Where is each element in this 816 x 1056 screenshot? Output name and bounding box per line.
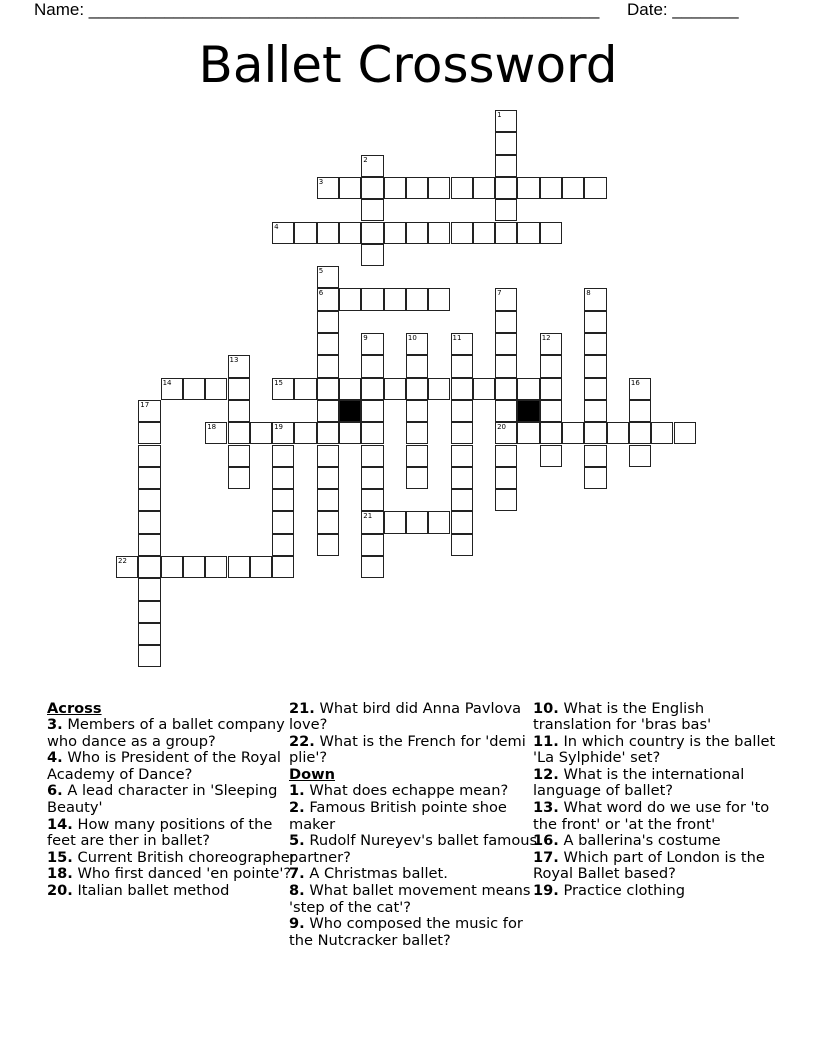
grid-cell[interactable] (250, 422, 272, 444)
grid-cell[interactable] (406, 445, 428, 467)
grid-cell[interactable] (384, 511, 406, 533)
clue-text: What is the international language of ballet? (533, 766, 745, 800)
clue-text: What is the English translation for 'bras bas' (533, 700, 712, 734)
grid-cell[interactable] (161, 556, 183, 578)
grid-cell[interactable] (317, 311, 339, 333)
clue-text: Rudolf Nureyev's ballet famous partner? (289, 832, 538, 866)
clue-text: Current British choreographer (77, 848, 296, 866)
cell-number: 7 (497, 289, 502, 298)
clue-text: A ballerina's costume (563, 832, 721, 850)
clues-column-1 (47, 701, 297, 900)
grid-cell[interactable] (495, 445, 517, 467)
cell-number: 5 (318, 267, 324, 276)
grid-cell[interactable] (361, 177, 383, 199)
grid-cell[interactable] (361, 288, 383, 310)
grid-cell[interactable] (406, 333, 428, 355)
grid-cell[interactable] (138, 400, 160, 422)
grid-cell[interactable] (495, 311, 517, 333)
grid-cell[interactable] (317, 378, 339, 400)
clue-across (47, 866, 297, 882)
grid-cell[interactable] (317, 467, 339, 489)
grid-cell[interactable] (339, 177, 361, 199)
cell-number: 13 (229, 356, 239, 365)
clue-number: 6. (47, 782, 63, 800)
clue-number: 20. (47, 882, 73, 900)
grid-cell[interactable] (138, 534, 160, 556)
grid-cell[interactable] (317, 445, 339, 467)
grid-cell[interactable] (495, 378, 517, 400)
clue-number: 9. (289, 915, 305, 933)
clue-down (289, 833, 539, 866)
cell-number: 4 (274, 222, 279, 231)
down-heading: Down (289, 766, 336, 784)
grid-cell[interactable] (183, 378, 205, 400)
grid-cell[interactable] (361, 355, 383, 377)
clue-number: 11. (533, 733, 559, 751)
clue-text: Who first danced 'en pointe'? (77, 865, 292, 883)
grid-cell[interactable] (317, 400, 339, 422)
grid-cell[interactable] (584, 333, 606, 355)
grid-cell[interactable] (138, 511, 160, 533)
clue-number: 17. (533, 849, 559, 867)
grid-cell[interactable] (384, 177, 406, 199)
clue-text: Members of a ballet company who dance as a group? (47, 716, 285, 750)
grid-cell[interactable] (205, 422, 227, 444)
grid-cell[interactable] (584, 445, 606, 467)
grid-cell[interactable] (495, 222, 517, 244)
grid-cell[interactable] (406, 378, 428, 400)
clue-across (47, 717, 297, 750)
clue-down (533, 883, 783, 899)
grid-cell[interactable] (361, 222, 383, 244)
grid-cell[interactable] (451, 489, 473, 511)
grid-cell[interactable] (451, 422, 473, 444)
cell-number: 11 (452, 334, 462, 342)
grid-cell[interactable] (540, 222, 562, 244)
grid-cell[interactable] (451, 177, 473, 199)
clue-text: What is the French for 'demi plie'? (289, 733, 526, 767)
grid-cell[interactable] (339, 288, 361, 310)
grid-cell[interactable] (272, 445, 294, 467)
grid-cell[interactable] (540, 378, 562, 400)
clue-number: 3. (47, 716, 63, 734)
grid-cell[interactable] (272, 422, 294, 444)
clues-column-3 (533, 701, 783, 900)
clue-number: 4. (47, 749, 63, 767)
clue-text: Italian ballet method (77, 882, 230, 900)
clue-across (289, 734, 539, 767)
grid-cell[interactable] (406, 467, 428, 489)
name-field[interactable]: Name: ______________________________________________________ (34, 0, 600, 19)
clue-number: 19. (533, 882, 559, 900)
grid-cell[interactable] (138, 422, 160, 444)
cell-number: 17 (140, 400, 150, 409)
grid-cell[interactable] (406, 400, 428, 422)
grid-cell[interactable] (339, 222, 361, 244)
grid-cell[interactable] (272, 534, 294, 556)
grid-cell[interactable] (495, 400, 517, 422)
grid-cell[interactable] (161, 378, 183, 400)
black-cell (339, 400, 361, 422)
cell-number: 21 (363, 512, 373, 521)
grid-cell[interactable] (228, 378, 250, 400)
clue-number: 7. (289, 865, 305, 883)
grid-cell[interactable] (495, 288, 517, 310)
clue-text: What ballet movement means 'step of the cat'? (289, 882, 531, 916)
grid-cell[interactable] (674, 422, 696, 444)
cell-number: 10 (407, 334, 417, 342)
grid-cell[interactable] (406, 355, 428, 377)
clue-down (289, 866, 539, 882)
clue-across (47, 817, 297, 850)
grid-cell[interactable] (317, 266, 339, 288)
grid-cell[interactable] (138, 601, 160, 623)
grid-cell[interactable] (495, 355, 517, 377)
cell-number: 16 (630, 378, 640, 387)
grid-cell[interactable] (138, 467, 160, 489)
grid-cell[interactable] (495, 177, 517, 199)
cell-number: 3 (318, 177, 324, 186)
grid-cell[interactable] (495, 110, 517, 132)
clue-across (47, 850, 297, 866)
grid-cell[interactable] (584, 177, 606, 199)
grid-cell[interactable] (406, 511, 428, 533)
grid-cell[interactable] (406, 422, 428, 444)
grid-cell[interactable] (294, 222, 316, 244)
grid-cell[interactable] (584, 467, 606, 489)
cell-number: 18 (207, 423, 217, 432)
grid-cell[interactable] (228, 467, 250, 489)
cell-number: 20 (497, 423, 507, 432)
grid-cell[interactable] (406, 222, 428, 244)
grid-cell[interactable] (629, 422, 651, 444)
clue-text: How many positions of the feet are ther in ballet? (47, 815, 273, 849)
grid-cell[interactable] (651, 422, 673, 444)
clue-number: 18. (47, 865, 73, 883)
grid-cell[interactable] (540, 177, 562, 199)
clue-down (533, 800, 783, 833)
grid-cell[interactable] (495, 155, 517, 177)
grid-cell[interactable] (451, 534, 473, 556)
grid-cell[interactable] (451, 222, 473, 244)
grid-cell[interactable] (317, 511, 339, 533)
cell-number: 15 (274, 378, 284, 387)
grid-cell[interactable] (495, 199, 517, 221)
grid-cell[interactable] (473, 222, 495, 244)
grid-cell[interactable] (517, 378, 539, 400)
grid-cell[interactable] (138, 578, 160, 600)
grid-cell[interactable] (517, 422, 539, 444)
cell-number: 9 (363, 334, 368, 342)
grid-cell[interactable] (294, 422, 316, 444)
grid-cell[interactable] (584, 422, 606, 444)
clues-column-2 (289, 701, 539, 949)
grid-cell[interactable] (361, 489, 383, 511)
grid-cell[interactable] (317, 177, 339, 199)
clue-number: 8. (289, 882, 305, 900)
grid-cell[interactable] (183, 556, 205, 578)
clue-number: 21. (289, 700, 315, 717)
grid-cell[interactable] (451, 467, 473, 489)
cell-number: 22 (118, 557, 127, 565)
grid-cell[interactable] (138, 623, 160, 645)
grid-cell[interactable] (451, 333, 473, 355)
grid-cell[interactable] (361, 378, 383, 400)
clue-across (289, 701, 539, 734)
grid-cell[interactable] (361, 333, 383, 355)
grid-cell[interactable] (629, 378, 651, 400)
clue-down (289, 916, 539, 949)
grid-cell[interactable] (495, 489, 517, 511)
grid-cell[interactable] (540, 422, 562, 444)
clue-text: Who is President of the Royal Academy of Dance? (47, 749, 281, 783)
clue-number: 12. (533, 766, 559, 784)
grid-cell[interactable] (317, 333, 339, 355)
grid-cell[interactable] (451, 400, 473, 422)
grid-cell[interactable] (361, 199, 383, 221)
clue-text: What does echappe mean? (309, 782, 509, 800)
grid-cell[interactable] (451, 511, 473, 533)
clue-text: A Christmas ballet. (309, 865, 448, 883)
grid-cell[interactable] (584, 355, 606, 377)
clue-across (47, 750, 297, 783)
grid-cell[interactable] (495, 422, 517, 444)
grid-cell[interactable] (584, 288, 606, 310)
cell-number: 14 (162, 378, 172, 387)
clue-across (47, 783, 297, 816)
grid-cell[interactable] (451, 355, 473, 377)
clue-text: What word do we use for 'to the front' or 'at the front' (533, 799, 770, 833)
grid-cell[interactable] (339, 422, 361, 444)
across-heading: Across (47, 700, 102, 717)
grid-cell[interactable] (451, 378, 473, 400)
grid-cell[interactable] (250, 556, 272, 578)
clue-down (289, 883, 539, 916)
grid-cell[interactable] (495, 333, 517, 355)
clue-number: 13. (533, 799, 559, 817)
grid-cell[interactable] (317, 534, 339, 556)
black-cell (517, 400, 539, 422)
grid-cell[interactable] (272, 511, 294, 533)
grid-cell[interactable] (228, 556, 250, 578)
clue-text: Practice clothing (563, 882, 685, 900)
grid-cell[interactable] (361, 511, 383, 533)
grid-cell[interactable] (138, 645, 160, 667)
cell-number: 19 (274, 423, 284, 432)
clue-number: 2. (289, 799, 305, 817)
cell-number: 6 (318, 289, 324, 298)
clue-text: A lead character in 'Sleeping Beauty' (47, 782, 278, 816)
grid-cell[interactable] (473, 177, 495, 199)
grid-cell[interactable] (317, 288, 339, 310)
cell-number: 2 (363, 155, 368, 164)
grid-cell[interactable] (138, 489, 160, 511)
clue-text: What bird did Anna Pavlova love? (289, 700, 522, 734)
grid-cell[interactable] (317, 222, 339, 244)
clue-text: In which country is the ballet 'La Sylphide' set? (533, 733, 776, 767)
grid-cell[interactable] (272, 222, 294, 244)
clue-down (533, 734, 783, 767)
clue-down (289, 783, 539, 799)
clue-text: Which part of London is the Royal Ballet based? (533, 849, 765, 883)
cell-number: 8 (586, 289, 591, 298)
grid-cell[interactable] (205, 556, 227, 578)
grid-cell[interactable] (361, 422, 383, 444)
grid-cell[interactable] (228, 422, 250, 444)
grid-cell[interactable] (384, 222, 406, 244)
grid-cell[interactable] (317, 355, 339, 377)
grid-cell[interactable] (361, 244, 383, 266)
grid-cell[interactable] (205, 378, 227, 400)
grid-cell[interactable] (138, 445, 160, 467)
clue-number: 22. (289, 733, 315, 751)
clue-number: 14. (47, 815, 73, 833)
cell-number: 1 (497, 111, 502, 119)
clue-text: Who composed the music for the Nutcracker ballet? (289, 915, 523, 949)
grid-cell[interactable] (384, 378, 406, 400)
grid-cell[interactable] (428, 177, 450, 199)
grid-cell[interactable] (540, 445, 562, 467)
grid-cell[interactable] (294, 378, 316, 400)
grid-cell[interactable] (629, 445, 651, 467)
clue-down (533, 850, 783, 883)
grid-cell[interactable] (584, 311, 606, 333)
grid-cell[interactable] (361, 534, 383, 556)
grid-cell[interactable] (317, 422, 339, 444)
clue-down (533, 701, 783, 734)
grid-cell[interactable] (272, 556, 294, 578)
clue-across (47, 883, 297, 899)
grid-cell[interactable] (272, 378, 294, 400)
grid-cell[interactable] (584, 378, 606, 400)
grid-cell[interactable] (607, 422, 629, 444)
grid-cell[interactable] (473, 378, 495, 400)
grid-cell[interactable] (317, 489, 339, 511)
clue-number: 1. (289, 782, 305, 800)
grid-cell[interactable] (562, 422, 584, 444)
grid-cell[interactable] (540, 400, 562, 422)
grid-cell[interactable] (116, 556, 138, 578)
grid-cell[interactable] (138, 556, 160, 578)
clue-number: 5. (289, 832, 305, 850)
clue-number: 10. (533, 700, 559, 717)
clue-text: Famous British pointe shoe maker (289, 799, 507, 833)
grid-cell[interactable] (228, 445, 250, 467)
grid-cell[interactable] (517, 177, 539, 199)
grid-cell[interactable] (584, 400, 606, 422)
grid-cell[interactable] (562, 177, 584, 199)
grid-cell[interactable] (228, 400, 250, 422)
grid-cell[interactable] (406, 288, 428, 310)
grid-cell[interactable] (540, 355, 562, 377)
grid-cell[interactable] (406, 177, 428, 199)
grid-cell[interactable] (517, 222, 539, 244)
grid-cell[interactable] (495, 132, 517, 154)
clue-number: 15. (47, 848, 73, 866)
grid-cell[interactable] (339, 378, 361, 400)
grid-cell[interactable] (428, 288, 450, 310)
clue-down (289, 800, 539, 833)
clue-down (533, 833, 783, 849)
grid-cell[interactable] (428, 511, 450, 533)
grid-cell[interactable] (361, 445, 383, 467)
grid-cell[interactable] (361, 467, 383, 489)
cell-number: 12 (541, 334, 551, 342)
grid-cell[interactable] (361, 556, 383, 578)
grid-cell[interactable] (384, 288, 406, 310)
grid-cell[interactable] (428, 222, 450, 244)
grid-cell[interactable] (272, 467, 294, 489)
clue-number: 16. (533, 832, 559, 850)
grid-cell[interactable] (272, 489, 294, 511)
grid-cell[interactable] (361, 400, 383, 422)
page-title: Ballet Crossword (198, 36, 618, 94)
grid-cell[interactable] (428, 378, 450, 400)
grid-cell[interactable] (629, 400, 651, 422)
grid-cell[interactable] (228, 355, 250, 377)
grid-cell[interactable] (451, 445, 473, 467)
grid-cell[interactable] (495, 467, 517, 489)
grid-cell[interactable] (540, 333, 562, 355)
date-field[interactable]: Date: _______ (627, 0, 739, 19)
grid-cell[interactable] (361, 155, 383, 177)
clue-down (533, 767, 783, 800)
